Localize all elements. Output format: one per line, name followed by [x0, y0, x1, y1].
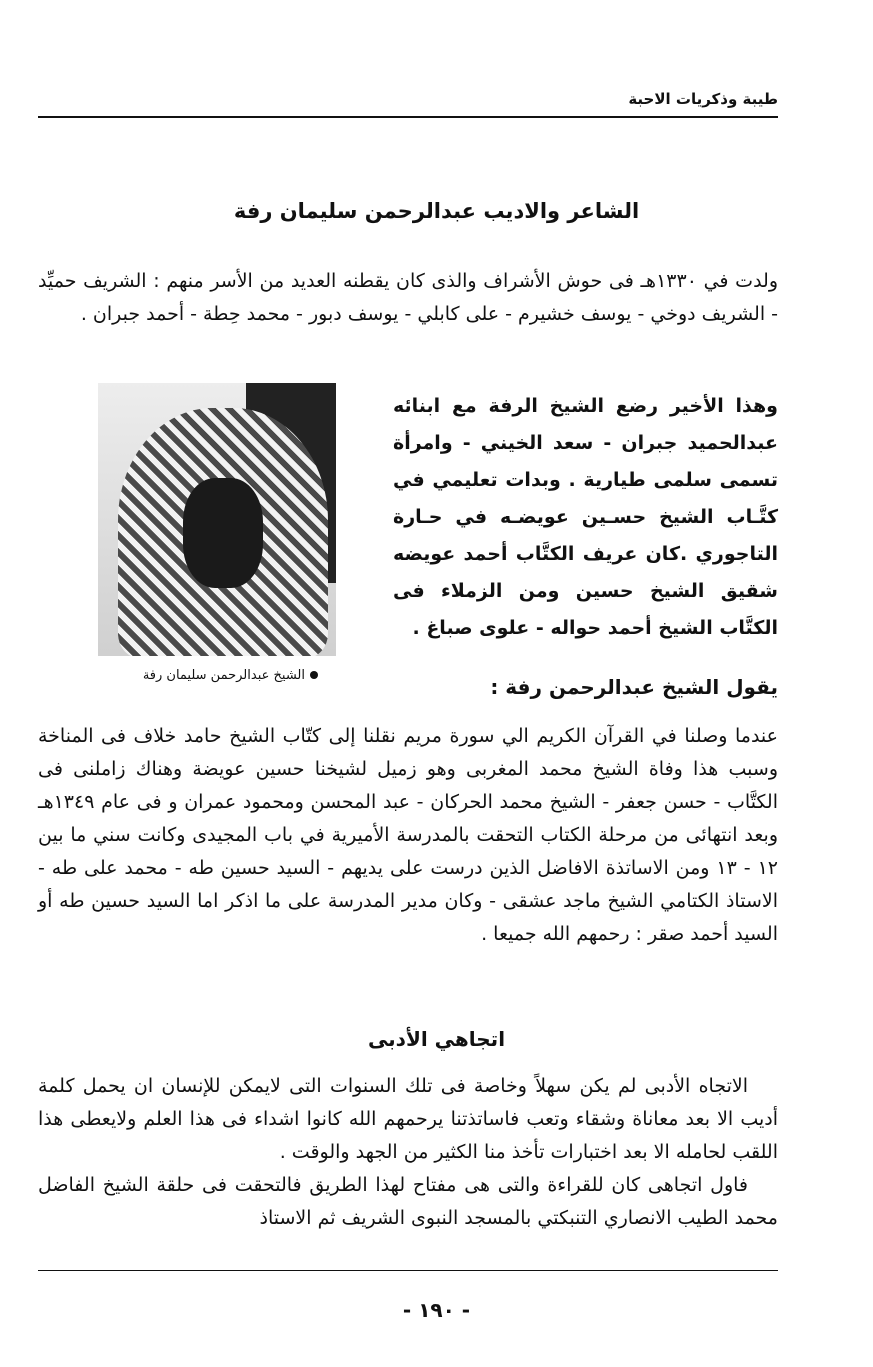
section-paragraph-2: فاول اتجاهى كان للقراءة والتى هى مفتاح لهذا الطريق فالتحقت فى حلقة الشيخ الفاضل محمد الطيب الانصاري التنبكتي بالمسجد النبوى الشريف ثم الاستاذ: [38, 1174, 778, 1229]
footer-rule: [38, 1270, 778, 1271]
article-title: الشاعر والاديب عبدالرحمن سليمان رفة: [233, 199, 640, 224]
quote-heading: يقول الشيخ عبدالرحمن رفة :: [490, 675, 778, 699]
page-number: - ١٩٠ -: [402, 1298, 471, 1322]
section-title: اتجاهي الأدبى: [367, 1026, 506, 1051]
portrait-photo: [98, 383, 336, 656]
photo-caption-text: الشيخ عبدالرحمن سليمان رفة: [142, 668, 305, 683]
quote-paragraph: عندما وصلنا في القرآن الكريم الي سورة مريم نقلنا إلى كتّاب الشيخ حامد خلاف فى المناخة وسبب هذا وفاة الشيخ محمد المغربى وهو زميل لشيخنا حسين عويضة وهناك زاملنى فى الكتَّاب - حسن جعفر - الشيخ محمد الحركان - عبد المحسن ومحمود عمران و فى عام ١٣٤٩هـ وبعد انتهائى من مرحلة الكتاب التحقت بالمدرسة الأميرية في باب المجيدى وكانت سني ما بين ١٢ - ١٣ ومن الاساتذة الافاضل الذين درست على يديهم - السيد حسين طه - محمد على طه - الاستاذ الكتامي الشيخ ماجد عشقى - وكان مدير المدرسة على ما اذكر اما السيد حسين طه أو السيد أحمد صقر : رحمهم الله جميعا .: [38, 725, 778, 945]
intro-paragraph: ولدت في ١٣٣٠هـ فى حوش الأشراف والذى كان يقطنه العديد من الأسر منهم : الشريف حميِّد - الشريف دوخي - يوسف خشيرم - على كابلي - يوسف دبور - محمد حِطة - أحمد جبران .: [38, 270, 779, 325]
photo-caption: [78, 668, 318, 683]
running-title: طيبة وذكريات الاحبة: [628, 90, 778, 108]
section-body: [38, 1070, 778, 1235]
photo-face: [183, 478, 263, 588]
section-paragraph-1: الاتجاه الأدبى لم يكن سهلاً وخاصة فى تلك السنوات التى لايمكن للإنسان ان يحمل كلمة أديب الا بعد معاناة وشقاء وتعب فاساتذتنا يرحمهم الله كانوا اشداء فى هذا العلم ولايعطى هذا اللقب لحامله الا بعد اختبارات تأخذ منا الكثير من الجهد والوقت .: [38, 1075, 778, 1163]
header-rule: [38, 116, 778, 118]
bullet-icon: [310, 671, 318, 679]
inset-paragraph: وهذا الأخير رضع الشيخ الرفة مع ابنائه عبدالحميد جبران - سعد الخيني - وامرأة تسمى سلمى طيارية . وبدات تعليمي في كتَّـاب الشيخ حسـين عويضـه في حـارة التاجوري .كان عريف الكتَّاب أحمد عويضه شقيق الشيخ حسين ومن الزملاء فى الكتَّاب الشيخ أحمد حواله - علوى صباغ .: [393, 395, 778, 639]
